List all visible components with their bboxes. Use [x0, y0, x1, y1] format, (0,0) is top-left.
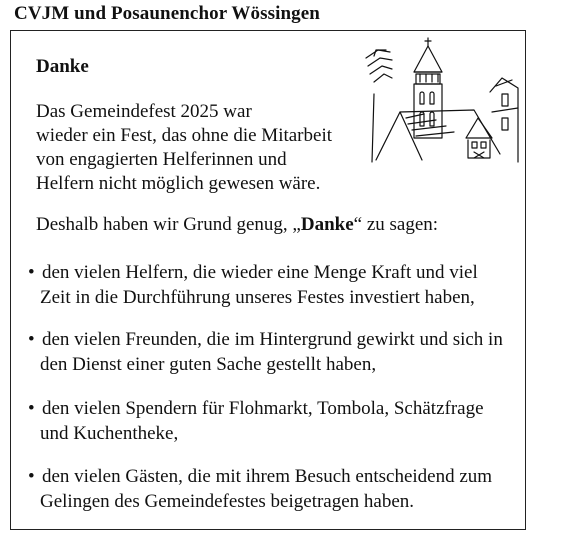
article-heading: Danke [36, 56, 89, 77]
intro-paragraph [36, 100, 332, 196]
thanks-list-item [28, 464, 492, 514]
church-sketch-icon [362, 36, 520, 164]
intro-line: wieder ein Fest, das ohne die Mitarbeit [36, 125, 333, 146]
intro-line: Das Gemeindefest 2025 war [36, 101, 252, 122]
item-line: den vielen Gästen, die mit ihrem Besuch entscheidend zum [42, 466, 493, 487]
item-line: den vielen Spendern für Flohmarkt, Tombola, Schätzfrage [42, 398, 484, 419]
bullet-icon: • [28, 466, 35, 487]
item-line: den Dienst einer guten Sache gestellt haben, [40, 354, 377, 375]
bullet-icon: • [28, 329, 35, 350]
item-line: den vielen Freunden, die im Hintergrund gewirkt und sich in [42, 329, 503, 350]
lead-emphasis: Danke [300, 214, 354, 235]
bullet-icon: • [28, 398, 35, 419]
item-line: den vielen Helfern, die wieder eine Menge Kraft und viel [42, 262, 478, 283]
intro-line: von engagierten Helferinnen und [36, 149, 287, 170]
thanks-list-item [28, 396, 484, 446]
thanks-list-item [28, 260, 478, 310]
thanks-list-item [28, 327, 503, 377]
page-title: CVJM und Posaunenchor Wössingen [14, 3, 320, 24]
item-line: Gelingen des Gemeindefestes beigetragen haben. [40, 491, 415, 512]
item-line: und Kuchentheke, [40, 423, 179, 444]
intro-line: Helfern nicht möglich gewesen wäre. [36, 173, 321, 194]
item-line: Zeit in die Durchführung unseres Festes investiert haben, [40, 287, 475, 308]
bullet-icon: • [28, 262, 35, 283]
lead-text-start: Deshalb haben wir Grund genug, „ [36, 214, 301, 235]
thanks-lead-sentence [36, 214, 438, 236]
lead-text-end: “ zu sagen: [353, 214, 439, 235]
